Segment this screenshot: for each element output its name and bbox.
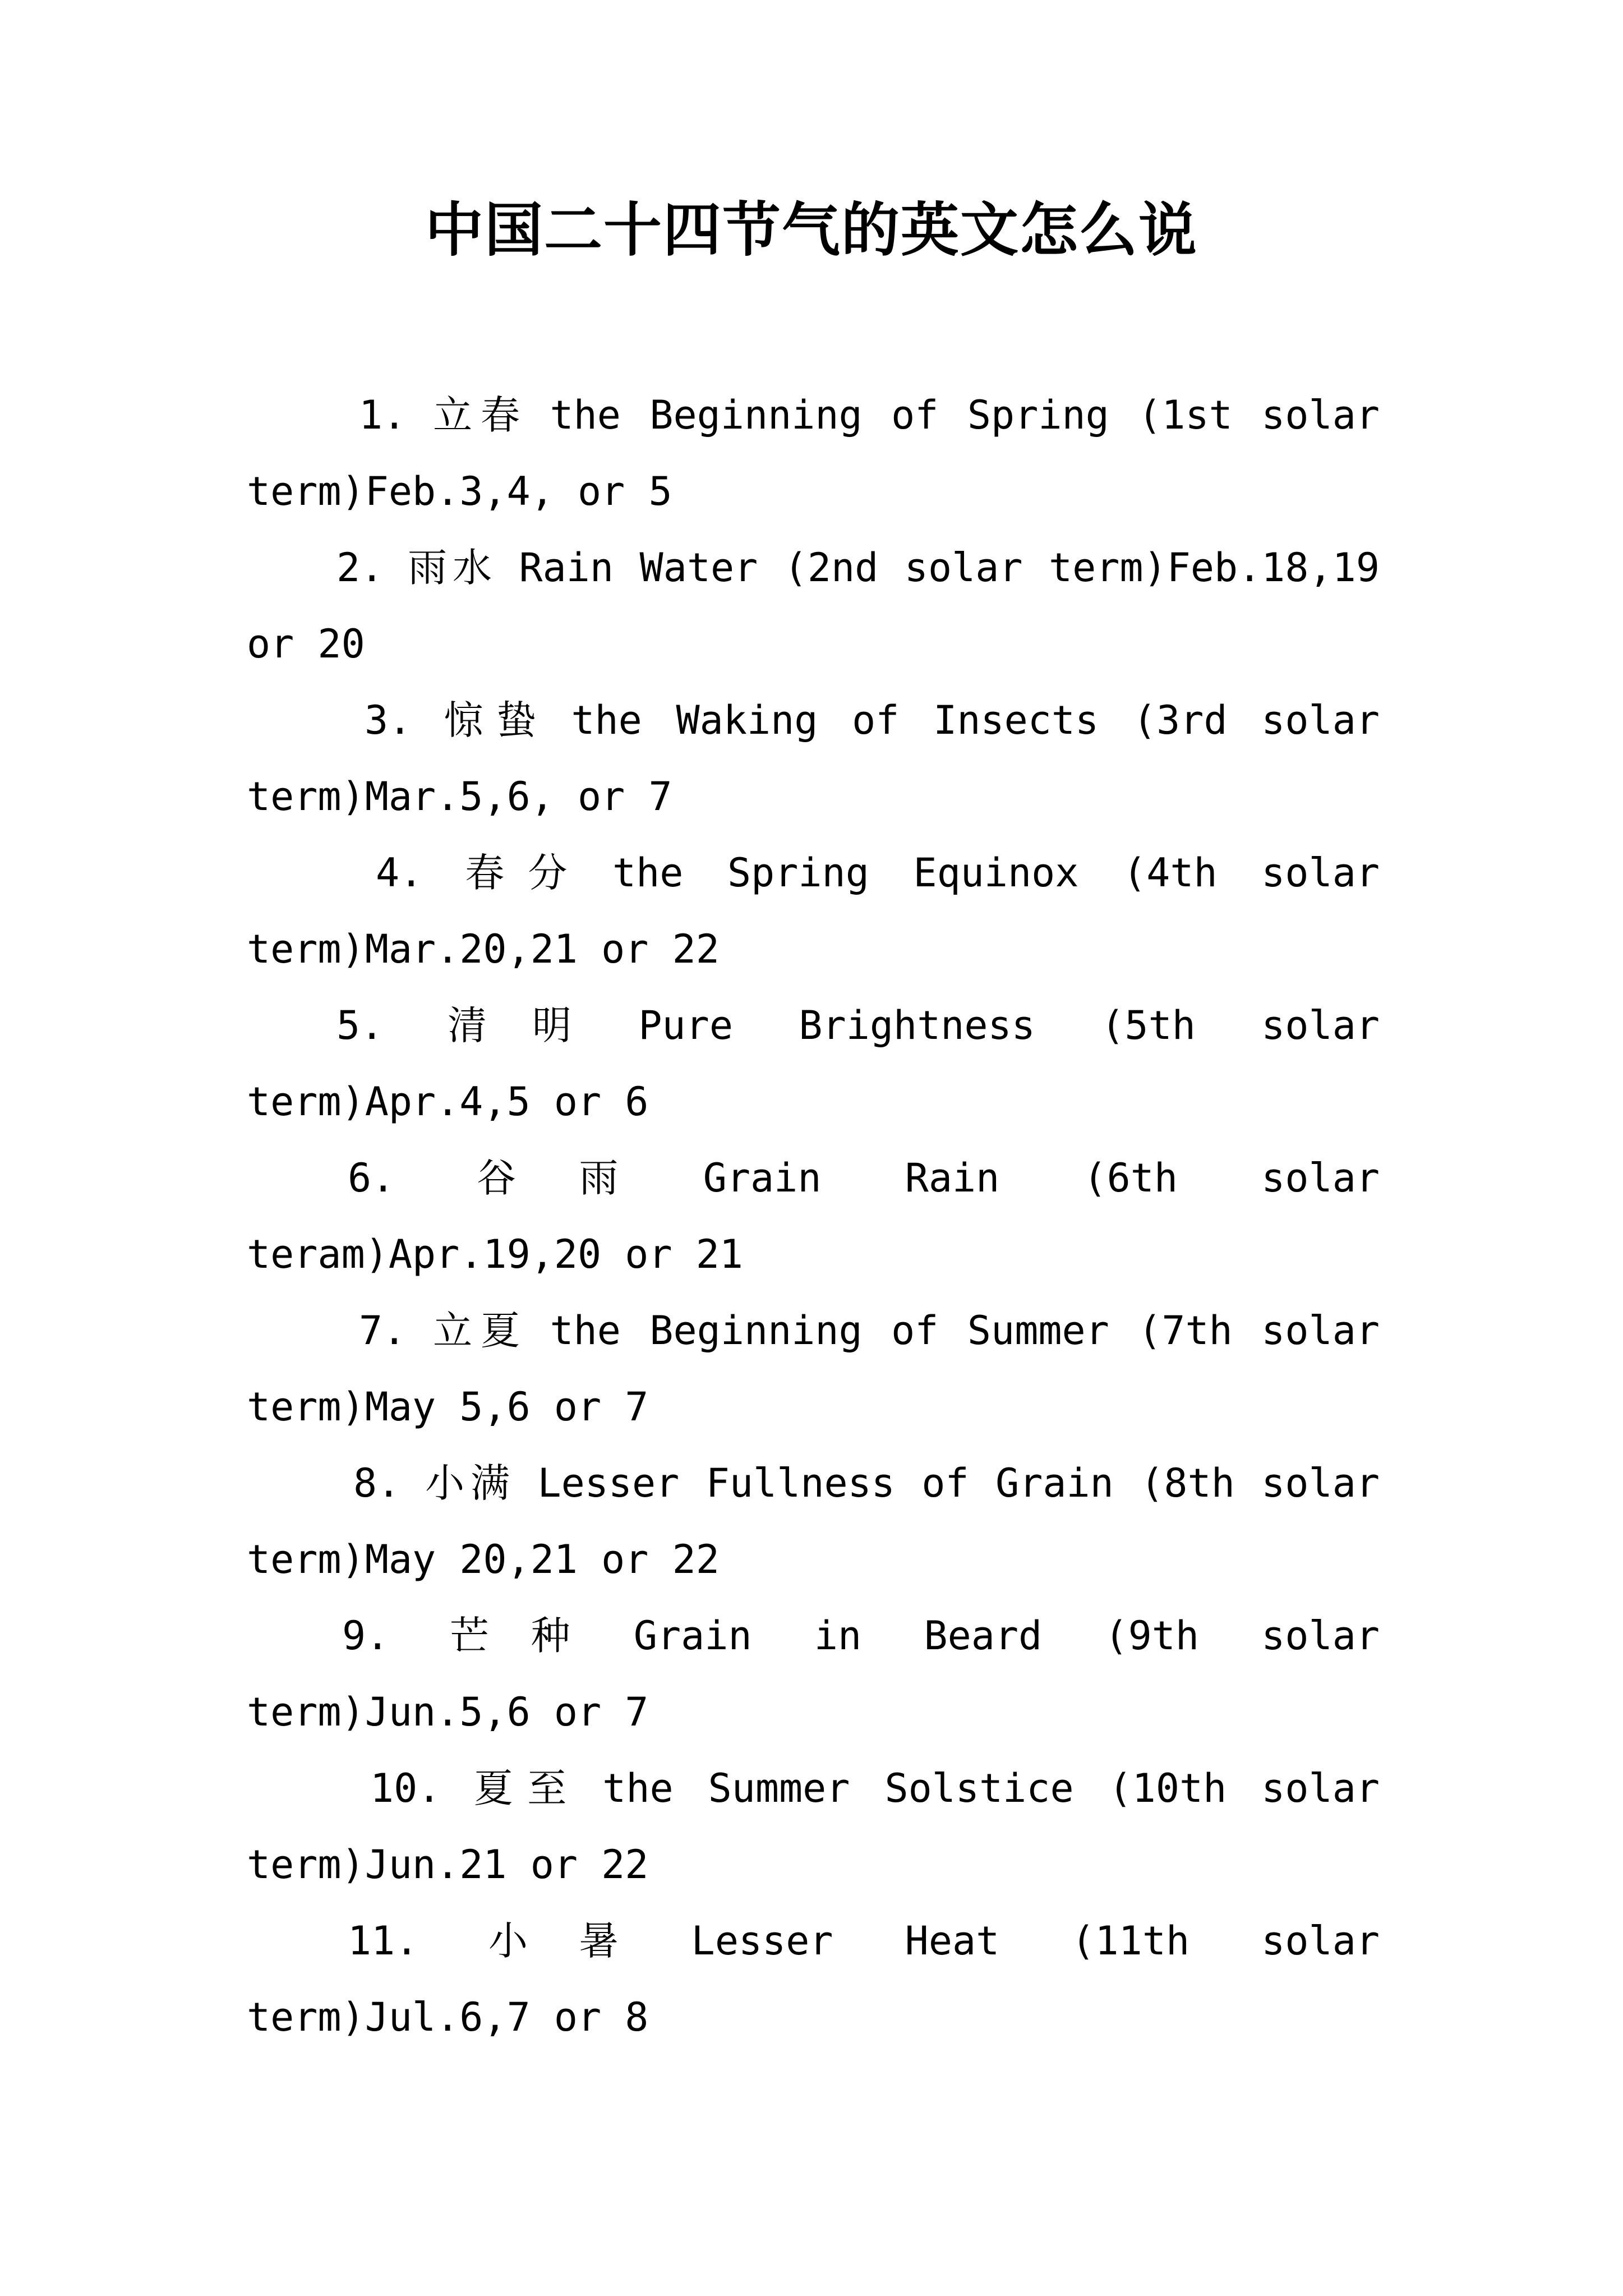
english-term: Lesser Fullness of Grain (8th solar term)May 20,21 or 22 (247, 1460, 1380, 1582)
english-term: the Beginning of Summer (7th solar term)May 5,6 or 7 (247, 1308, 1380, 1430)
entry-number: 6. (348, 1155, 395, 1201)
solar-term-entry (247, 1445, 1380, 1598)
chinese-term: 小暑 (440, 1918, 670, 1964)
chinese-term: 雨水 (405, 545, 497, 591)
entry-number: 7. (359, 1308, 407, 1354)
solar-term-entry (247, 530, 1380, 682)
english-term: Rain Water (2nd solar term)Feb.18,19 or 20 (247, 545, 1380, 667)
chinese-term: 小满 (422, 1460, 516, 1506)
solar-term-entry (247, 835, 1380, 987)
english-term: the Waking of Insects (3rd solar term)Mar.5,6, or 7 (247, 697, 1380, 820)
solar-term-entry (247, 377, 1380, 530)
chinese-term: 芒种 (411, 1613, 612, 1659)
document-title: 中国二十四节气的英文怎么说 (425, 195, 1198, 264)
english-term: the Summer Solstice (10th solar term)Jun.21 or 22 (247, 1765, 1380, 1888)
solar-terms-list (247, 377, 1380, 2055)
entry-number: 10. (370, 1765, 441, 1811)
entry-number: 1. (359, 392, 407, 438)
chinese-term: 春分 (444, 850, 591, 896)
entry-number: 11. (348, 1918, 419, 1964)
chinese-term: 立春 (427, 392, 528, 438)
chinese-term: 清明 (405, 1002, 617, 1048)
solar-term-entry (247, 987, 1380, 1140)
english-term: the Beginning of Spring (1st solar term)Feb.3,4, or 5 (247, 392, 1380, 514)
entry-number: 2. (336, 545, 384, 591)
english-term: Pure Brightness (5th solar term)Apr.4,5 or 6 (247, 1002, 1380, 1125)
chinese-term: 立夏 (427, 1308, 528, 1354)
entry-number: 9. (342, 1613, 390, 1659)
solar-term-entry (247, 1140, 1380, 1292)
entry-number: 3. (365, 697, 412, 743)
entry-number: 5. (336, 1002, 384, 1048)
chinese-term: 谷雨 (416, 1155, 682, 1201)
solar-term-entry (247, 1750, 1380, 1903)
solar-term-entry (247, 1903, 1380, 2055)
english-term: Grain in Beard (9th solar term)Jun.5,6 or 7 (247, 1613, 1380, 1735)
chinese-term: 夏至 (462, 1765, 581, 1811)
solar-term-entry (247, 1292, 1380, 1445)
english-term: Grain Rain (6th solar teram)Apr.19,20 or 21 (247, 1155, 1380, 1277)
entry-number: 4. (376, 850, 423, 896)
chinese-term: 惊蛰 (433, 697, 550, 743)
english-term: Lesser Heat (11th solar term)Jul.6,7 or 8 (247, 1918, 1380, 2040)
entry-number: 8. (353, 1460, 401, 1506)
english-term: the Spring Equinox (4th solar term)Mar.20,21 or 22 (247, 850, 1380, 972)
solar-term-entry (247, 1598, 1380, 1750)
solar-term-entry (247, 682, 1380, 835)
